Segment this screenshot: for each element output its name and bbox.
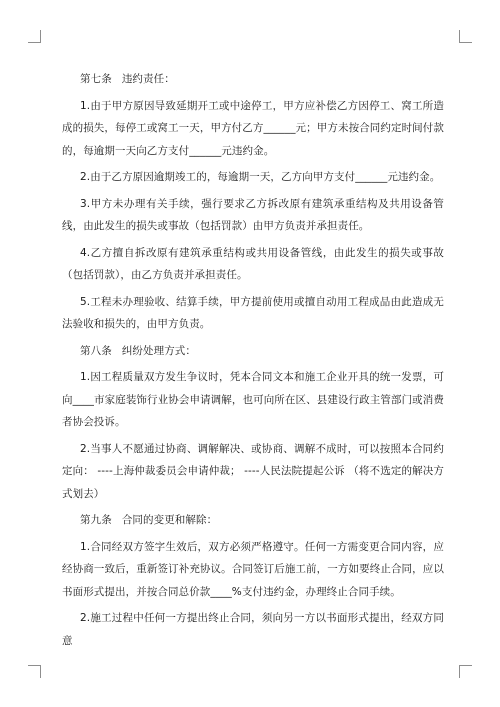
article-7-clause-3: 3.甲方未办理有关手续，强行要求乙方拆改原有建筑承重结构及共用设备管线，由此发生的损失或事故（包括罚款）由甲方负责并承担责任。 [62,197,444,232]
article-8-clause-2: 2.当事人不愿通过协商、调解解决、或协商、调解不成时，可以按照本合同约定向： ----上海仲裁委员会申请仲裁； ----人民法院提起公诉 （将不选定的解决方式划去） [62,442,444,500]
article-8-subtitle: 纠纷处理方式： [121,344,197,357]
article-9-clause-1: 1.合同经双方签字生效后，双方必须严格遵守。任何一方需变更合同内容，应经协商一致后，重新签订补充协议。合同签订后施工前，一方如要终止合同，应以书面形式提出，并按合同总价款____%支付违约金，办理终止合同手续。 [62,540,444,598]
article-7-clause-1: 1.由于甲方原因导致延期开工或中途停工，甲方应补偿乙方因停工、窝工所造成的损失，每停工或窝工一天，甲方付乙方______元；甲方未按合同约定时间付款的，每逾期一天向乙方支付______元违约金。 [62,99,444,157]
article-9-clause-2: 2.施工过程中任何一方提出终止合同，须向另一方以书面形式提出，经双方同意 [62,612,444,647]
article-9-title: 第九条 [80,514,112,526]
article-7-clause-2: 2.由于乙方原因逾期竣工的，每逾期一天，乙方向甲方支付______元违约金。 [80,171,441,183]
article-7-clause-5: 5.工程未办理验收、结算手续，甲方提前使用或擅自动用工程成品由此造成无法验收和损失的，由甲方负责。 [62,295,444,330]
article-9-heading [62,509,444,532]
article-8-clause-1: 1.因工程质量双方发生争议时，凭本合同文本和施工企业开具的统一发票，可向____市家庭装饰行业协会申请调解，也可向所在区、县建设行政主管部门或消费者协会投诉。 [62,371,444,428]
crop-mark-top-left [28,30,41,43]
article-7-clause-4: 4.乙方擅自拆改原有建筑承重结构或共用设备管线，由此发生的损失或事故（包括罚款），由乙方负责并承担责任。 [62,246,444,281]
article-7-subtitle: 违约责任： [121,73,175,85]
article-9-subtitle: 合同的变更和解除： [121,514,218,526]
article-8-title: 第八条 [80,344,112,357]
article-7-title: 第七条 [80,73,112,85]
crop-mark-bottom-right [459,665,472,678]
document-body [62,68,444,656]
crop-mark-top-right [459,30,472,43]
crop-mark-bottom-left [28,665,41,678]
article-7-heading [62,68,444,91]
article-8-heading [62,340,444,363]
